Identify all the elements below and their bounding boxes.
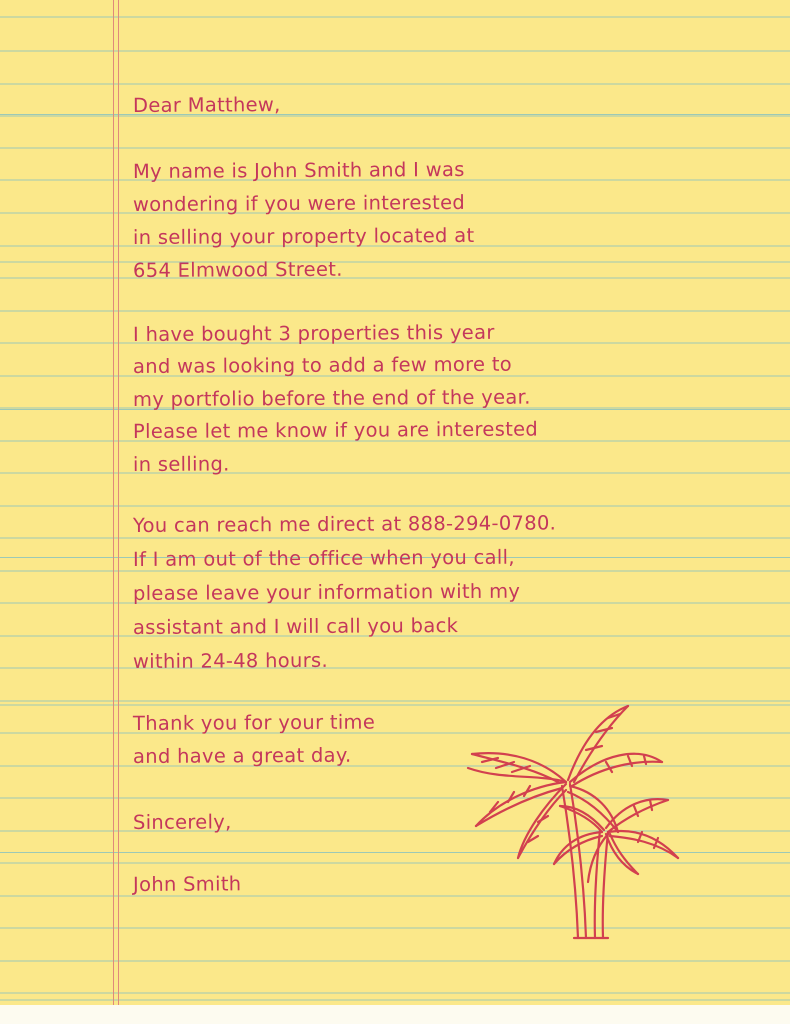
paragraph-3-line-1: You can reach me direct at 888-294-0780. [132,511,557,537]
palm-tree-icon [462,702,688,946]
paragraph-4-line-2: and have a great day. [132,743,352,768]
margin-line-right [118,0,119,1005]
paragraph-2-line-2: and was looking to add a few more to [132,352,513,378]
paper-bottom-edge [0,1005,790,1024]
paragraph-2-line-1: I have bought 3 properties this year [132,320,495,346]
paragraph-1-line-2: wondering if you were interested [132,190,466,216]
paragraph-3-line-4: assistant and I will call you back [132,614,459,639]
paragraph-3-line-2: If I am out of the office when you call, [132,545,515,571]
paragraph-3-line-3: please leave your information with my [132,579,521,605]
paragraph-3-line-5: within 24-48 hours. [132,648,329,673]
paragraph-2-line-3: my portfolio before the end of the year. [132,385,531,411]
closing: Sincerely, [132,810,232,834]
paragraph-1-line-3: in selling your property located at [132,223,475,249]
paragraph-1-line-4: 654 Elmwood Street. [132,257,343,282]
paragraph-2-line-4: Please let me know if you are interested [132,417,539,443]
paragraph-1-line-1: My name is John Smith and I was [132,157,465,183]
paragraph-2-line-5: in selling. [132,452,230,476]
signature: John Smith [132,872,242,896]
paragraph-4-line-1: Thank you for your time [132,710,376,735]
salutation: Dear Matthew, [132,93,281,117]
margin-line-left [113,0,114,1005]
